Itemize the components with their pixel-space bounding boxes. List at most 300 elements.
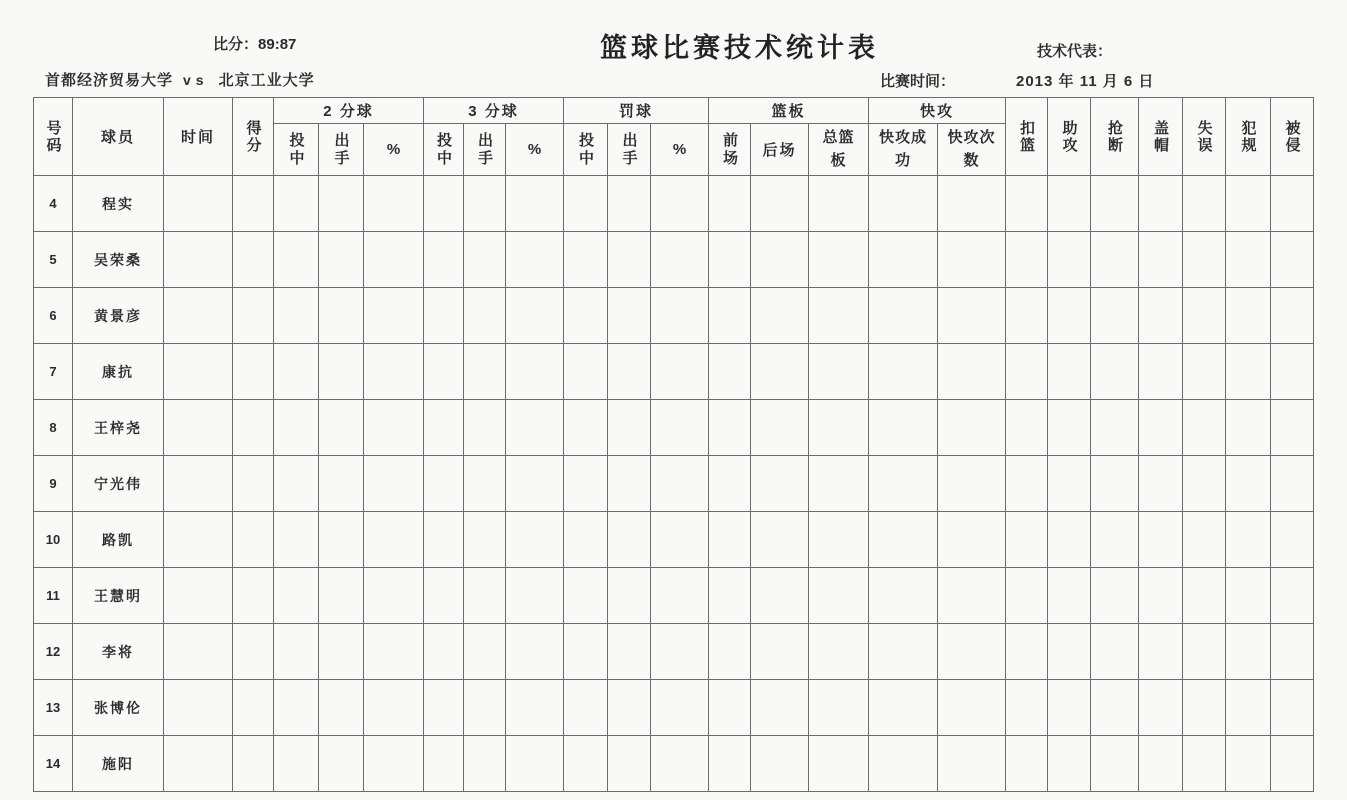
subcol-ft-percent: % <box>651 124 709 176</box>
stat-cell-empty <box>164 176 233 232</box>
stat-cell-empty <box>506 176 564 232</box>
stat-cell-empty <box>869 176 938 232</box>
stat-cell-empty <box>506 624 564 680</box>
stat-cell-empty <box>464 680 506 736</box>
stat-cell-empty <box>506 568 564 624</box>
col-header-player: 球员 <box>73 98 164 176</box>
stat-cell-empty <box>319 344 364 400</box>
stat-cell-empty <box>809 512 869 568</box>
stat-cell-empty <box>164 456 233 512</box>
stat-cell-empty <box>424 568 464 624</box>
stat-cell-empty <box>464 288 506 344</box>
stat-cell-empty <box>751 568 809 624</box>
stat-cell-empty <box>319 624 364 680</box>
tech-rep-label: 技术代表： <box>1037 43 1113 60</box>
col-header-fouled: 被侵 <box>1271 98 1314 176</box>
group-header-rebound: 篮板 <box>709 98 869 124</box>
stat-cell-empty <box>651 736 709 792</box>
stat-cell-empty <box>233 344 274 400</box>
col-header-block: 盖帽 <box>1139 98 1183 176</box>
stat-cell-empty <box>1139 568 1183 624</box>
stat-cell-empty <box>809 176 869 232</box>
stat-cell-empty <box>938 232 1006 288</box>
stat-cell-empty <box>1183 568 1226 624</box>
col-header-dunk: 扣篮 <box>1006 98 1048 176</box>
player-number-cell: 8 <box>34 400 73 456</box>
stat-cell-empty <box>319 456 364 512</box>
stat-cell-empty <box>564 512 608 568</box>
stat-cell-empty <box>751 512 809 568</box>
player-name-cell: 黄景彦 <box>73 288 164 344</box>
stat-cell-empty <box>1226 288 1271 344</box>
stat-cell-empty <box>1048 456 1091 512</box>
stat-cell-empty <box>424 232 464 288</box>
player-number-cell: 4 <box>34 176 73 232</box>
col-header-number: 号码 <box>34 98 73 176</box>
stat-cell-empty <box>938 736 1006 792</box>
stat-cell-empty <box>1048 288 1091 344</box>
stat-cell-empty <box>274 456 319 512</box>
stat-cell-empty <box>1183 680 1226 736</box>
stat-cell-empty <box>319 680 364 736</box>
stat-cell-empty <box>1048 400 1091 456</box>
stat-cell-empty <box>1006 400 1048 456</box>
stat-cell-empty <box>651 288 709 344</box>
stat-cell-empty <box>938 176 1006 232</box>
stat-cell-empty <box>274 176 319 232</box>
stat-cell-empty <box>424 400 464 456</box>
group-header-3pt: 3 分球 <box>424 98 564 124</box>
stat-cell-empty <box>274 680 319 736</box>
stat-cell-empty <box>1091 568 1139 624</box>
player-name-cell: 路凯 <box>73 512 164 568</box>
stat-cell-empty <box>1048 176 1091 232</box>
stat-cell-empty <box>464 344 506 400</box>
stat-cell-empty <box>809 344 869 400</box>
stat-cell-empty <box>319 176 364 232</box>
stat-cell-empty <box>274 232 319 288</box>
stat-cell-empty <box>651 568 709 624</box>
stat-cell-empty <box>564 456 608 512</box>
stat-cell-empty <box>1139 176 1183 232</box>
vs-label: vs <box>183 72 209 88</box>
stat-cell-empty <box>319 288 364 344</box>
stat-cell-empty <box>938 512 1006 568</box>
stat-cell-empty <box>364 624 424 680</box>
stat-cell-empty <box>1006 568 1048 624</box>
player-number-cell: 13 <box>34 680 73 736</box>
stat-cell-empty <box>709 176 751 232</box>
stat-cell-empty <box>1271 400 1314 456</box>
player-name-cell: 程实 <box>73 176 164 232</box>
stat-cell-empty <box>506 232 564 288</box>
home-team-name: 首都经济贸易大学 <box>45 72 174 89</box>
stat-cell-empty <box>464 512 506 568</box>
stat-cell-empty <box>1183 456 1226 512</box>
score-label: 比分： <box>213 36 259 53</box>
stat-cell-empty <box>608 456 651 512</box>
stat-cell-empty <box>1183 624 1226 680</box>
subcol-2pt-percent: % <box>364 124 424 176</box>
stat-cell-empty <box>651 344 709 400</box>
col-header-turnover: 失误 <box>1183 98 1226 176</box>
stat-cell-empty <box>608 736 651 792</box>
stat-cell-empty <box>319 568 364 624</box>
table-row <box>34 568 1314 624</box>
stat-cell-empty <box>1183 512 1226 568</box>
match-time-label: 比赛时间： <box>880 73 956 90</box>
stat-cell-empty <box>364 568 424 624</box>
stat-cell-empty <box>506 288 564 344</box>
player-number-cell: 6 <box>34 288 73 344</box>
stat-cell-empty <box>809 400 869 456</box>
stats-table <box>33 97 1314 792</box>
stat-cell-empty <box>1271 456 1314 512</box>
stat-cell-empty <box>751 176 809 232</box>
stat-cell-empty <box>1226 568 1271 624</box>
stat-cell-empty <box>608 344 651 400</box>
stat-cell-empty <box>319 736 364 792</box>
stat-cell-empty <box>1139 232 1183 288</box>
table-row <box>34 176 1314 232</box>
stat-cell-empty <box>709 624 751 680</box>
stat-cell-empty <box>164 232 233 288</box>
stat-cell-empty <box>233 176 274 232</box>
stat-cell-empty <box>564 176 608 232</box>
col-header-time: 时间 <box>164 98 233 176</box>
stat-cell-empty <box>709 680 751 736</box>
stat-cell-empty <box>869 736 938 792</box>
stat-cell-empty <box>424 344 464 400</box>
stat-cell-empty <box>364 288 424 344</box>
stat-cell-empty <box>364 176 424 232</box>
stat-cell-empty <box>608 512 651 568</box>
player-name-cell: 施阳 <box>73 736 164 792</box>
stat-cell-empty <box>564 288 608 344</box>
stat-cell-empty <box>869 344 938 400</box>
stat-cell-empty <box>1183 736 1226 792</box>
group-header-fastbreak: 快攻 <box>869 98 1006 124</box>
stat-cell-empty <box>564 680 608 736</box>
stat-cell-empty <box>938 344 1006 400</box>
stat-cell-empty <box>809 624 869 680</box>
stat-cell-empty <box>424 456 464 512</box>
subcol-3pt-attempt: 出手 <box>464 124 506 176</box>
stat-cell-empty <box>869 232 938 288</box>
stat-cell-empty <box>1091 176 1139 232</box>
player-name-cell: 张博伦 <box>73 680 164 736</box>
stat-cell-empty <box>464 624 506 680</box>
stat-cell-empty <box>709 512 751 568</box>
stat-cell-empty <box>506 680 564 736</box>
stat-cell-empty <box>938 456 1006 512</box>
stat-cell-empty <box>364 736 424 792</box>
table-row <box>34 680 1314 736</box>
stat-cell-empty <box>319 400 364 456</box>
stat-cell-empty <box>608 624 651 680</box>
stat-cell-empty <box>164 512 233 568</box>
stat-cell-empty <box>1091 456 1139 512</box>
stat-cell-empty <box>233 736 274 792</box>
stat-cell-empty <box>809 736 869 792</box>
stat-cell-empty <box>564 400 608 456</box>
stat-cell-empty <box>1271 624 1314 680</box>
stat-cell-empty <box>233 288 274 344</box>
stat-cell-empty <box>1271 568 1314 624</box>
stat-cell-empty <box>608 288 651 344</box>
stat-cell-empty <box>869 288 938 344</box>
player-number-cell: 7 <box>34 344 73 400</box>
subcol-rebound-offensive: 前场 <box>709 124 751 176</box>
stat-cell-empty <box>809 288 869 344</box>
subcol-ft-attempt: 出手 <box>608 124 651 176</box>
stat-cell-empty <box>938 680 1006 736</box>
away-team-name: 北京工业大学 <box>218 72 315 89</box>
stat-cell-empty <box>506 400 564 456</box>
stat-cell-empty <box>164 344 233 400</box>
stat-cell-empty <box>709 568 751 624</box>
stat-cell-empty <box>869 568 938 624</box>
stat-cell-empty <box>608 400 651 456</box>
stat-cell-empty <box>751 624 809 680</box>
stat-cell-empty <box>233 456 274 512</box>
stat-cell-empty <box>424 736 464 792</box>
stat-cell-empty <box>464 400 506 456</box>
stat-cell-empty <box>164 624 233 680</box>
stat-cell-empty <box>809 680 869 736</box>
stat-cell-empty <box>1226 344 1271 400</box>
stat-cell-empty <box>1139 624 1183 680</box>
stat-cell-empty <box>1006 512 1048 568</box>
stat-cell-empty <box>233 232 274 288</box>
score-line <box>213 33 296 54</box>
stat-cell-empty <box>464 176 506 232</box>
player-name-cell: 李将 <box>73 624 164 680</box>
stat-cell-empty <box>1048 232 1091 288</box>
stat-cell-empty <box>364 512 424 568</box>
stat-cell-empty <box>274 344 319 400</box>
stat-cell-empty <box>1048 624 1091 680</box>
stat-cell-empty <box>1271 176 1314 232</box>
col-header-assist: 助攻 <box>1048 98 1091 176</box>
stat-cell-empty <box>938 568 1006 624</box>
stat-cell-empty <box>938 624 1006 680</box>
stat-cell-empty <box>424 176 464 232</box>
stat-cell-empty <box>938 288 1006 344</box>
stat-cell-empty <box>1048 344 1091 400</box>
stat-cell-empty <box>709 400 751 456</box>
header-row-groups <box>34 98 1314 124</box>
stat-cell-empty <box>1271 288 1314 344</box>
stat-cell-empty <box>233 568 274 624</box>
stat-cell-empty <box>1139 288 1183 344</box>
player-number-cell: 11 <box>34 568 73 624</box>
subcol-rebound-defensive: 后场 <box>751 124 809 176</box>
stat-cell-empty <box>608 176 651 232</box>
stat-cell-empty <box>233 624 274 680</box>
stat-cell-empty <box>564 736 608 792</box>
stat-cell-empty <box>1226 400 1271 456</box>
stat-cell-empty <box>1091 736 1139 792</box>
matchup-line <box>45 69 315 90</box>
stat-cell-empty <box>1226 176 1271 232</box>
stat-cell-empty <box>809 568 869 624</box>
stat-cell-empty <box>1048 736 1091 792</box>
stat-cell-empty <box>564 624 608 680</box>
stat-cell-empty <box>274 624 319 680</box>
table-row <box>34 736 1314 792</box>
player-number-cell: 12 <box>34 624 73 680</box>
stat-cell-empty <box>1139 344 1183 400</box>
stat-cell-empty <box>506 456 564 512</box>
stat-cell-empty <box>464 568 506 624</box>
stat-cell-empty <box>1048 512 1091 568</box>
table-row <box>34 344 1314 400</box>
stat-cell-empty <box>424 680 464 736</box>
stat-cell-empty <box>1183 288 1226 344</box>
stat-cell-empty <box>233 680 274 736</box>
stat-cell-empty <box>651 400 709 456</box>
stat-cell-empty <box>751 288 809 344</box>
stat-cell-empty <box>1048 680 1091 736</box>
stat-cell-empty <box>1226 456 1271 512</box>
player-number-cell: 14 <box>34 736 73 792</box>
stat-cell-empty <box>1091 400 1139 456</box>
stat-cell-empty <box>564 232 608 288</box>
score-value: 89:87 <box>258 36 297 53</box>
subcol-3pt-made: 投中 <box>424 124 464 176</box>
stat-cell-empty <box>1006 736 1048 792</box>
stat-cell-empty <box>319 512 364 568</box>
table-row <box>34 512 1314 568</box>
stat-cell-empty <box>1006 288 1048 344</box>
player-name-cell: 吴荣桑 <box>73 232 164 288</box>
stat-cell-empty <box>464 736 506 792</box>
stat-cell-empty <box>319 232 364 288</box>
stat-cell-empty <box>869 456 938 512</box>
stat-cell-empty <box>274 736 319 792</box>
player-number-cell: 5 <box>34 232 73 288</box>
stat-cell-empty <box>608 232 651 288</box>
stat-cell-empty <box>938 400 1006 456</box>
subcol-fastbreak-success: 快攻成功 <box>869 124 938 176</box>
stat-cell-empty <box>709 344 751 400</box>
stat-cell-empty <box>1006 344 1048 400</box>
player-number-cell: 9 <box>34 456 73 512</box>
stat-cell-empty <box>1006 232 1048 288</box>
stat-cell-empty <box>651 232 709 288</box>
stat-cell-empty <box>751 456 809 512</box>
stat-cell-empty <box>709 456 751 512</box>
subcol-3pt-percent: % <box>506 124 564 176</box>
stat-cell-empty <box>274 400 319 456</box>
stat-cell-empty <box>1226 232 1271 288</box>
stat-cell-empty <box>164 288 233 344</box>
stat-cell-empty <box>651 680 709 736</box>
player-name-cell: 王慧明 <box>73 568 164 624</box>
stat-cell-empty <box>1139 456 1183 512</box>
subcol-2pt-attempt: 出手 <box>319 124 364 176</box>
table-row <box>34 288 1314 344</box>
stat-cell-empty <box>274 288 319 344</box>
page-title: 篮球比赛技术统计表 <box>600 33 879 63</box>
match-date: 2013 年 11 月 6 日 <box>1016 73 1155 90</box>
stat-cell-empty <box>424 512 464 568</box>
stat-cell-empty <box>869 624 938 680</box>
stat-cell-empty <box>274 568 319 624</box>
subcol-ft-made: 投中 <box>564 124 608 176</box>
stat-cell-empty <box>1006 680 1048 736</box>
stat-cell-empty <box>164 736 233 792</box>
stat-cell-empty <box>1091 232 1139 288</box>
player-name-cell: 王梓尧 <box>73 400 164 456</box>
subcol-2pt-made: 投中 <box>274 124 319 176</box>
player-name-cell: 宁光伟 <box>73 456 164 512</box>
table-row <box>34 624 1314 680</box>
stat-cell-empty <box>1183 344 1226 400</box>
stat-cell-empty <box>424 624 464 680</box>
col-header-points: 得分 <box>233 98 274 176</box>
stat-cell-empty <box>1271 680 1314 736</box>
stat-cell-empty <box>1006 176 1048 232</box>
stat-cell-empty <box>464 232 506 288</box>
stat-cell-empty <box>751 400 809 456</box>
stat-cell-empty <box>506 344 564 400</box>
stat-cell-empty <box>651 456 709 512</box>
player-name-cell: 康抗 <box>73 344 164 400</box>
player-number-cell: 10 <box>34 512 73 568</box>
stat-cell-empty <box>809 456 869 512</box>
stat-cell-empty <box>564 568 608 624</box>
stat-cell-empty <box>1006 456 1048 512</box>
subcol-rebound-total: 总篮板 <box>809 124 869 176</box>
stat-cell-empty <box>506 736 564 792</box>
stat-cell-empty <box>1139 736 1183 792</box>
stat-cell-empty <box>751 344 809 400</box>
stat-cell-empty <box>1271 512 1314 568</box>
stat-cell-empty <box>464 456 506 512</box>
stat-cell-empty <box>364 344 424 400</box>
stat-cell-empty <box>164 680 233 736</box>
stat-cell-empty <box>1139 680 1183 736</box>
stat-cell-empty <box>1183 400 1226 456</box>
stat-cell-empty <box>709 288 751 344</box>
stat-cell-empty <box>274 512 319 568</box>
stat-cell-empty <box>564 344 608 400</box>
stat-cell-empty <box>608 568 651 624</box>
stat-cell-empty <box>1091 344 1139 400</box>
stat-cell-empty <box>364 400 424 456</box>
stat-cell-empty <box>164 568 233 624</box>
col-header-foul: 犯规 <box>1226 98 1271 176</box>
stat-cell-empty <box>233 400 274 456</box>
stat-cell-empty <box>1226 624 1271 680</box>
stat-cell-empty <box>651 512 709 568</box>
table-body <box>34 176 1314 792</box>
stat-cell-empty <box>1091 288 1139 344</box>
stat-cell-empty <box>233 512 274 568</box>
stat-cell-empty <box>364 680 424 736</box>
stat-cell-empty <box>751 680 809 736</box>
table-row <box>34 456 1314 512</box>
stat-cell-empty <box>1048 568 1091 624</box>
stat-cell-empty <box>1091 680 1139 736</box>
stat-cell-empty <box>651 624 709 680</box>
col-header-steal: 抢断 <box>1091 98 1139 176</box>
stat-cell-empty <box>1183 232 1226 288</box>
group-header-2pt: 2 分球 <box>274 98 424 124</box>
stat-cell-empty <box>364 456 424 512</box>
